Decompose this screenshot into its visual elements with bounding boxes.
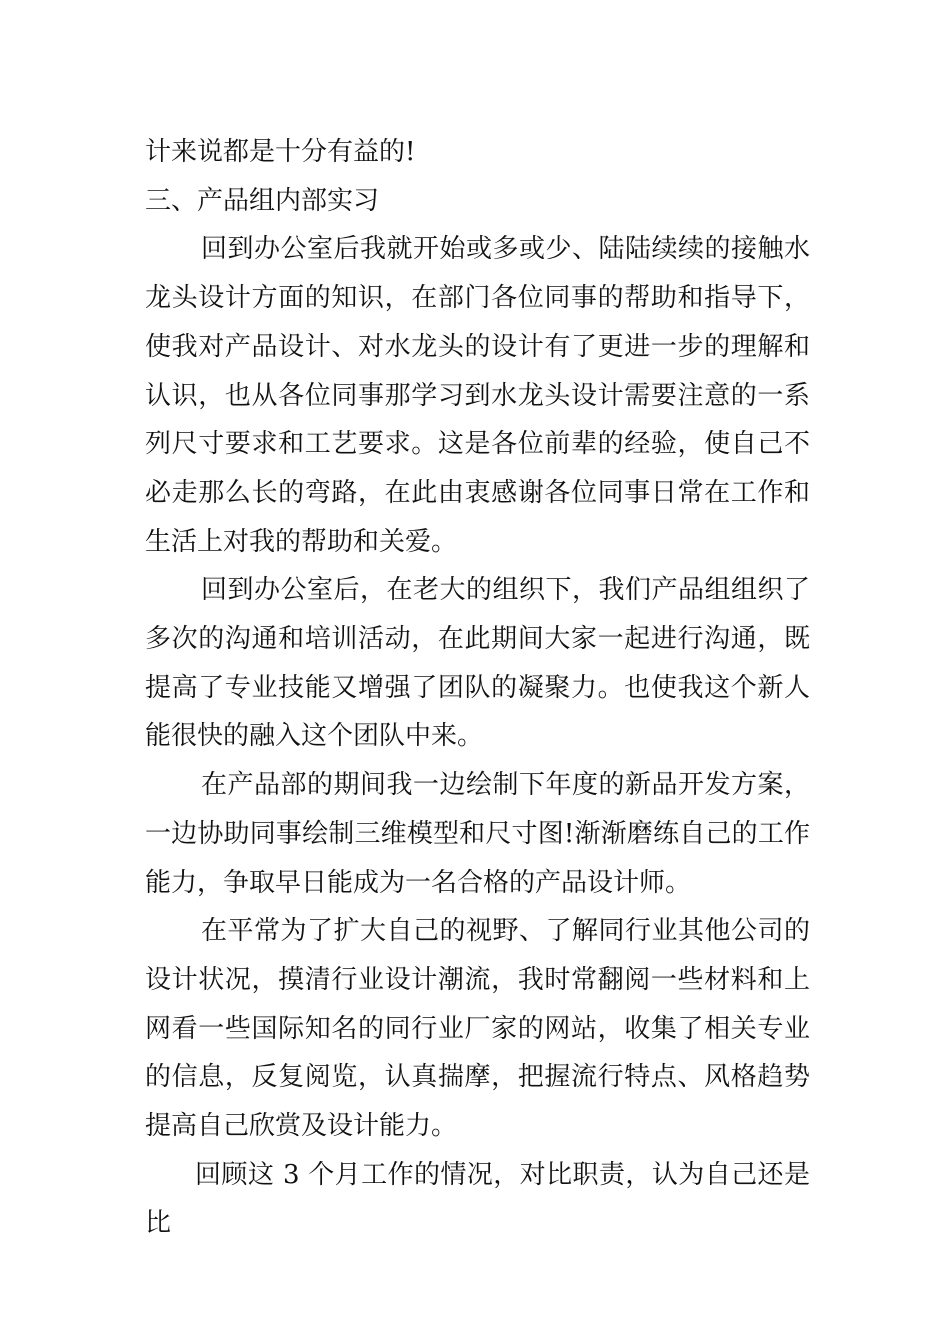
paragraph: 回到办公室后我就开始或多或少、陆陆续续的接触水龙头设计方面的知识，在部门各位同事的帮助和指导下，使我对产品设计、对水龙头的设计有了更进一步的理解和认识，也从各位同事那学习到水龙头设计需要注意的一系列尺寸要求和工艺要求。这是各位前辈的经验，使自己不必走那么长的弯路，在此由衷感谢各位同事日常在工作和生活上对我的帮助和关爱。 bbox=[145, 234, 810, 557]
paragraph: 回顾这 3 个月工作的情况，对比职责，认为自己还是比 bbox=[145, 1159, 810, 1239]
section-heading: 三、产品组内部实习 bbox=[145, 185, 380, 216]
paragraph: 在平常为了扩大自己的视野、了解同行业其他公司的设计状况，摸清行业设计潮流，我时常翻阅一些材料和上网看一些国际知名的同行业厂家的网站，收集了相关专业的信息，反复阅览，认真揣摩，把握流行特点、风格趋势提高自己欣赏及设计能力。 bbox=[145, 916, 810, 1142]
paragraph: 回到办公室后，在老大的组织下，我们产品组组织了多次的沟通和培训活动，在此期间大家一起进行沟通，既提高了专业技能又增强了团队的凝聚力。也使我这个新人能很快的融入这个团队中来。 bbox=[145, 575, 810, 752]
document-body bbox=[145, 128, 810, 1248]
paragraph-continuation: 计来说都是十分有益的! bbox=[145, 137, 416, 167]
paragraph: 在产品部的期间我一边绘制下年度的新品开发方案，一边协助同事绘制三维模型和尺寸图!渐渐磨练自己的工作能力，争取早日能成为一名合格的产品设计师。 bbox=[145, 770, 810, 898]
